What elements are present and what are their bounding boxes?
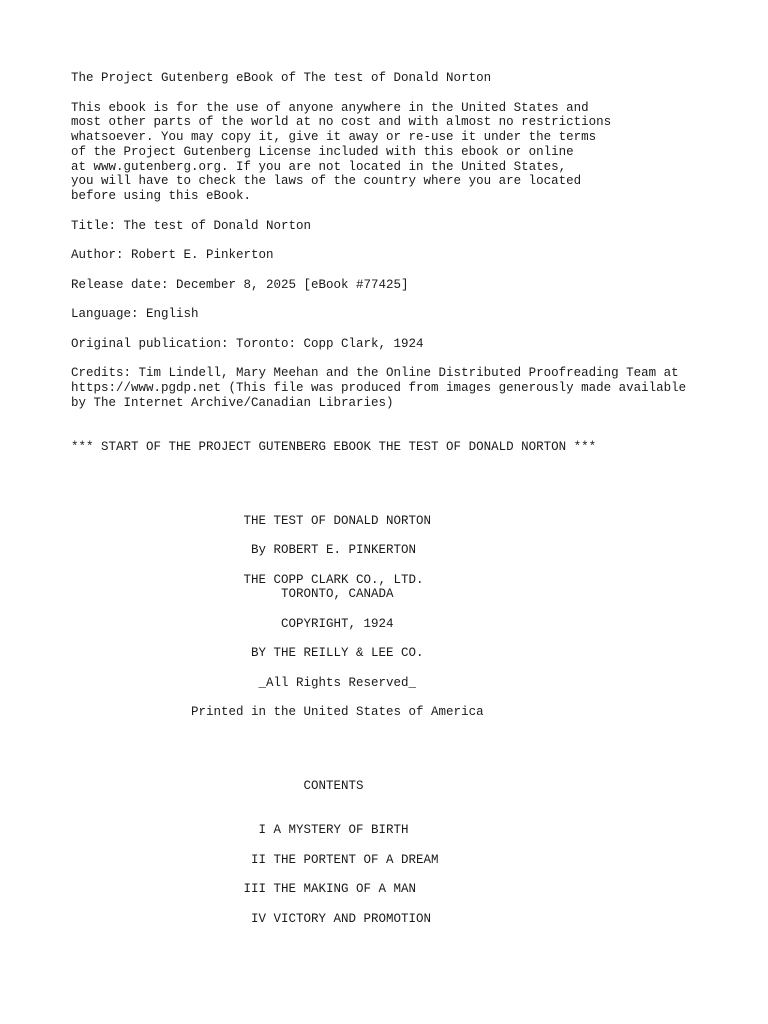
text-line: Release date: December 8, 2025 [eBook #77425] bbox=[71, 277, 409, 292]
text-line: most other parts of the world at no cost and with almost no restrictions bbox=[71, 115, 612, 130]
text-line: Language: English bbox=[71, 307, 199, 321]
text-line bbox=[71, 86, 768, 101]
text-line: Title: The test of Donald Norton bbox=[71, 218, 312, 233]
text-line bbox=[71, 233, 768, 248]
text-line: II THE PORTENT OF A DREAM bbox=[71, 852, 439, 867]
text-line: you will have to check the laws of the country where you are located bbox=[71, 174, 582, 189]
text-line: https://www.pgdp.net (This file was produced from images generously made available bbox=[71, 380, 687, 395]
text-line: III THE MAKING OF A MAN bbox=[71, 882, 417, 897]
text-line bbox=[71, 838, 768, 853]
text-line bbox=[71, 484, 768, 499]
text-line: whatsoever. You may copy it, give it away or re-use it under the terms bbox=[71, 130, 597, 144]
text-line bbox=[71, 292, 768, 307]
text-line: Credits: Tim Lindell, Mary Meehan and the Online Distributed Proofreading Team at bbox=[71, 366, 679, 380]
text-line: by The Internet Archive/Canadian Libraries) bbox=[71, 395, 394, 410]
text-line: TORONTO, CANADA bbox=[71, 587, 394, 602]
text-line: COPYRIGHT, 1924 bbox=[71, 616, 394, 631]
text-line bbox=[71, 469, 768, 484]
text-line: at www.gutenberg.org. If you are not located in the United States, bbox=[71, 159, 567, 174]
text-line bbox=[71, 809, 768, 824]
text-line bbox=[71, 764, 768, 779]
text-line bbox=[71, 735, 768, 750]
text-line: Original publication: Toronto: Copp Clark, 1924 bbox=[71, 336, 424, 351]
text-line: before using this eBook. bbox=[71, 189, 252, 203]
text-line bbox=[71, 632, 768, 647]
text-line bbox=[71, 351, 768, 366]
text-line bbox=[71, 868, 768, 883]
text-line: The Project Gutenberg eBook of The test of Donald Norton bbox=[71, 71, 492, 85]
document-text bbox=[71, 71, 768, 927]
text-line bbox=[71, 499, 768, 514]
text-line bbox=[71, 720, 768, 735]
text-line: BY THE REILLY & LEE CO. bbox=[71, 646, 424, 661]
text-line bbox=[71, 794, 768, 809]
text-line: I A MYSTERY OF BIRTH bbox=[71, 823, 409, 838]
text-line: This ebook is for the use of anyone anywhere in the United States and bbox=[71, 100, 589, 115]
text-line bbox=[71, 750, 768, 765]
text-line bbox=[71, 661, 768, 676]
text-line: _All Rights Reserved_ bbox=[71, 675, 417, 690]
text-line bbox=[71, 425, 768, 440]
text-line: *** START OF THE PROJECT GUTENBERG EBOOK THE TEST OF DONALD NORTON *** bbox=[71, 439, 597, 454]
text-line bbox=[71, 558, 768, 573]
text-line: Author: Robert E. Pinkerton bbox=[71, 248, 274, 262]
text-line bbox=[71, 897, 768, 912]
text-line: of the Project Gutenberg License included with this ebook or online bbox=[71, 144, 574, 159]
text-line: Printed in the United States of America bbox=[71, 705, 484, 720]
text-line: IV VICTORY AND PROMOTION bbox=[71, 911, 432, 926]
text-line bbox=[71, 322, 768, 337]
text-line bbox=[71, 455, 768, 470]
text-line: THE COPP CLARK CO., LTD. bbox=[71, 572, 424, 587]
text-line bbox=[71, 528, 768, 543]
text-line: CONTENTS bbox=[71, 779, 364, 793]
text-line bbox=[71, 410, 768, 425]
text-line bbox=[71, 691, 768, 706]
text-line bbox=[71, 263, 768, 278]
text-line: By ROBERT E. PINKERTON bbox=[71, 543, 417, 557]
text-line bbox=[71, 204, 768, 219]
text-line: THE TEST OF DONALD NORTON bbox=[71, 513, 432, 528]
text-line bbox=[71, 602, 768, 617]
